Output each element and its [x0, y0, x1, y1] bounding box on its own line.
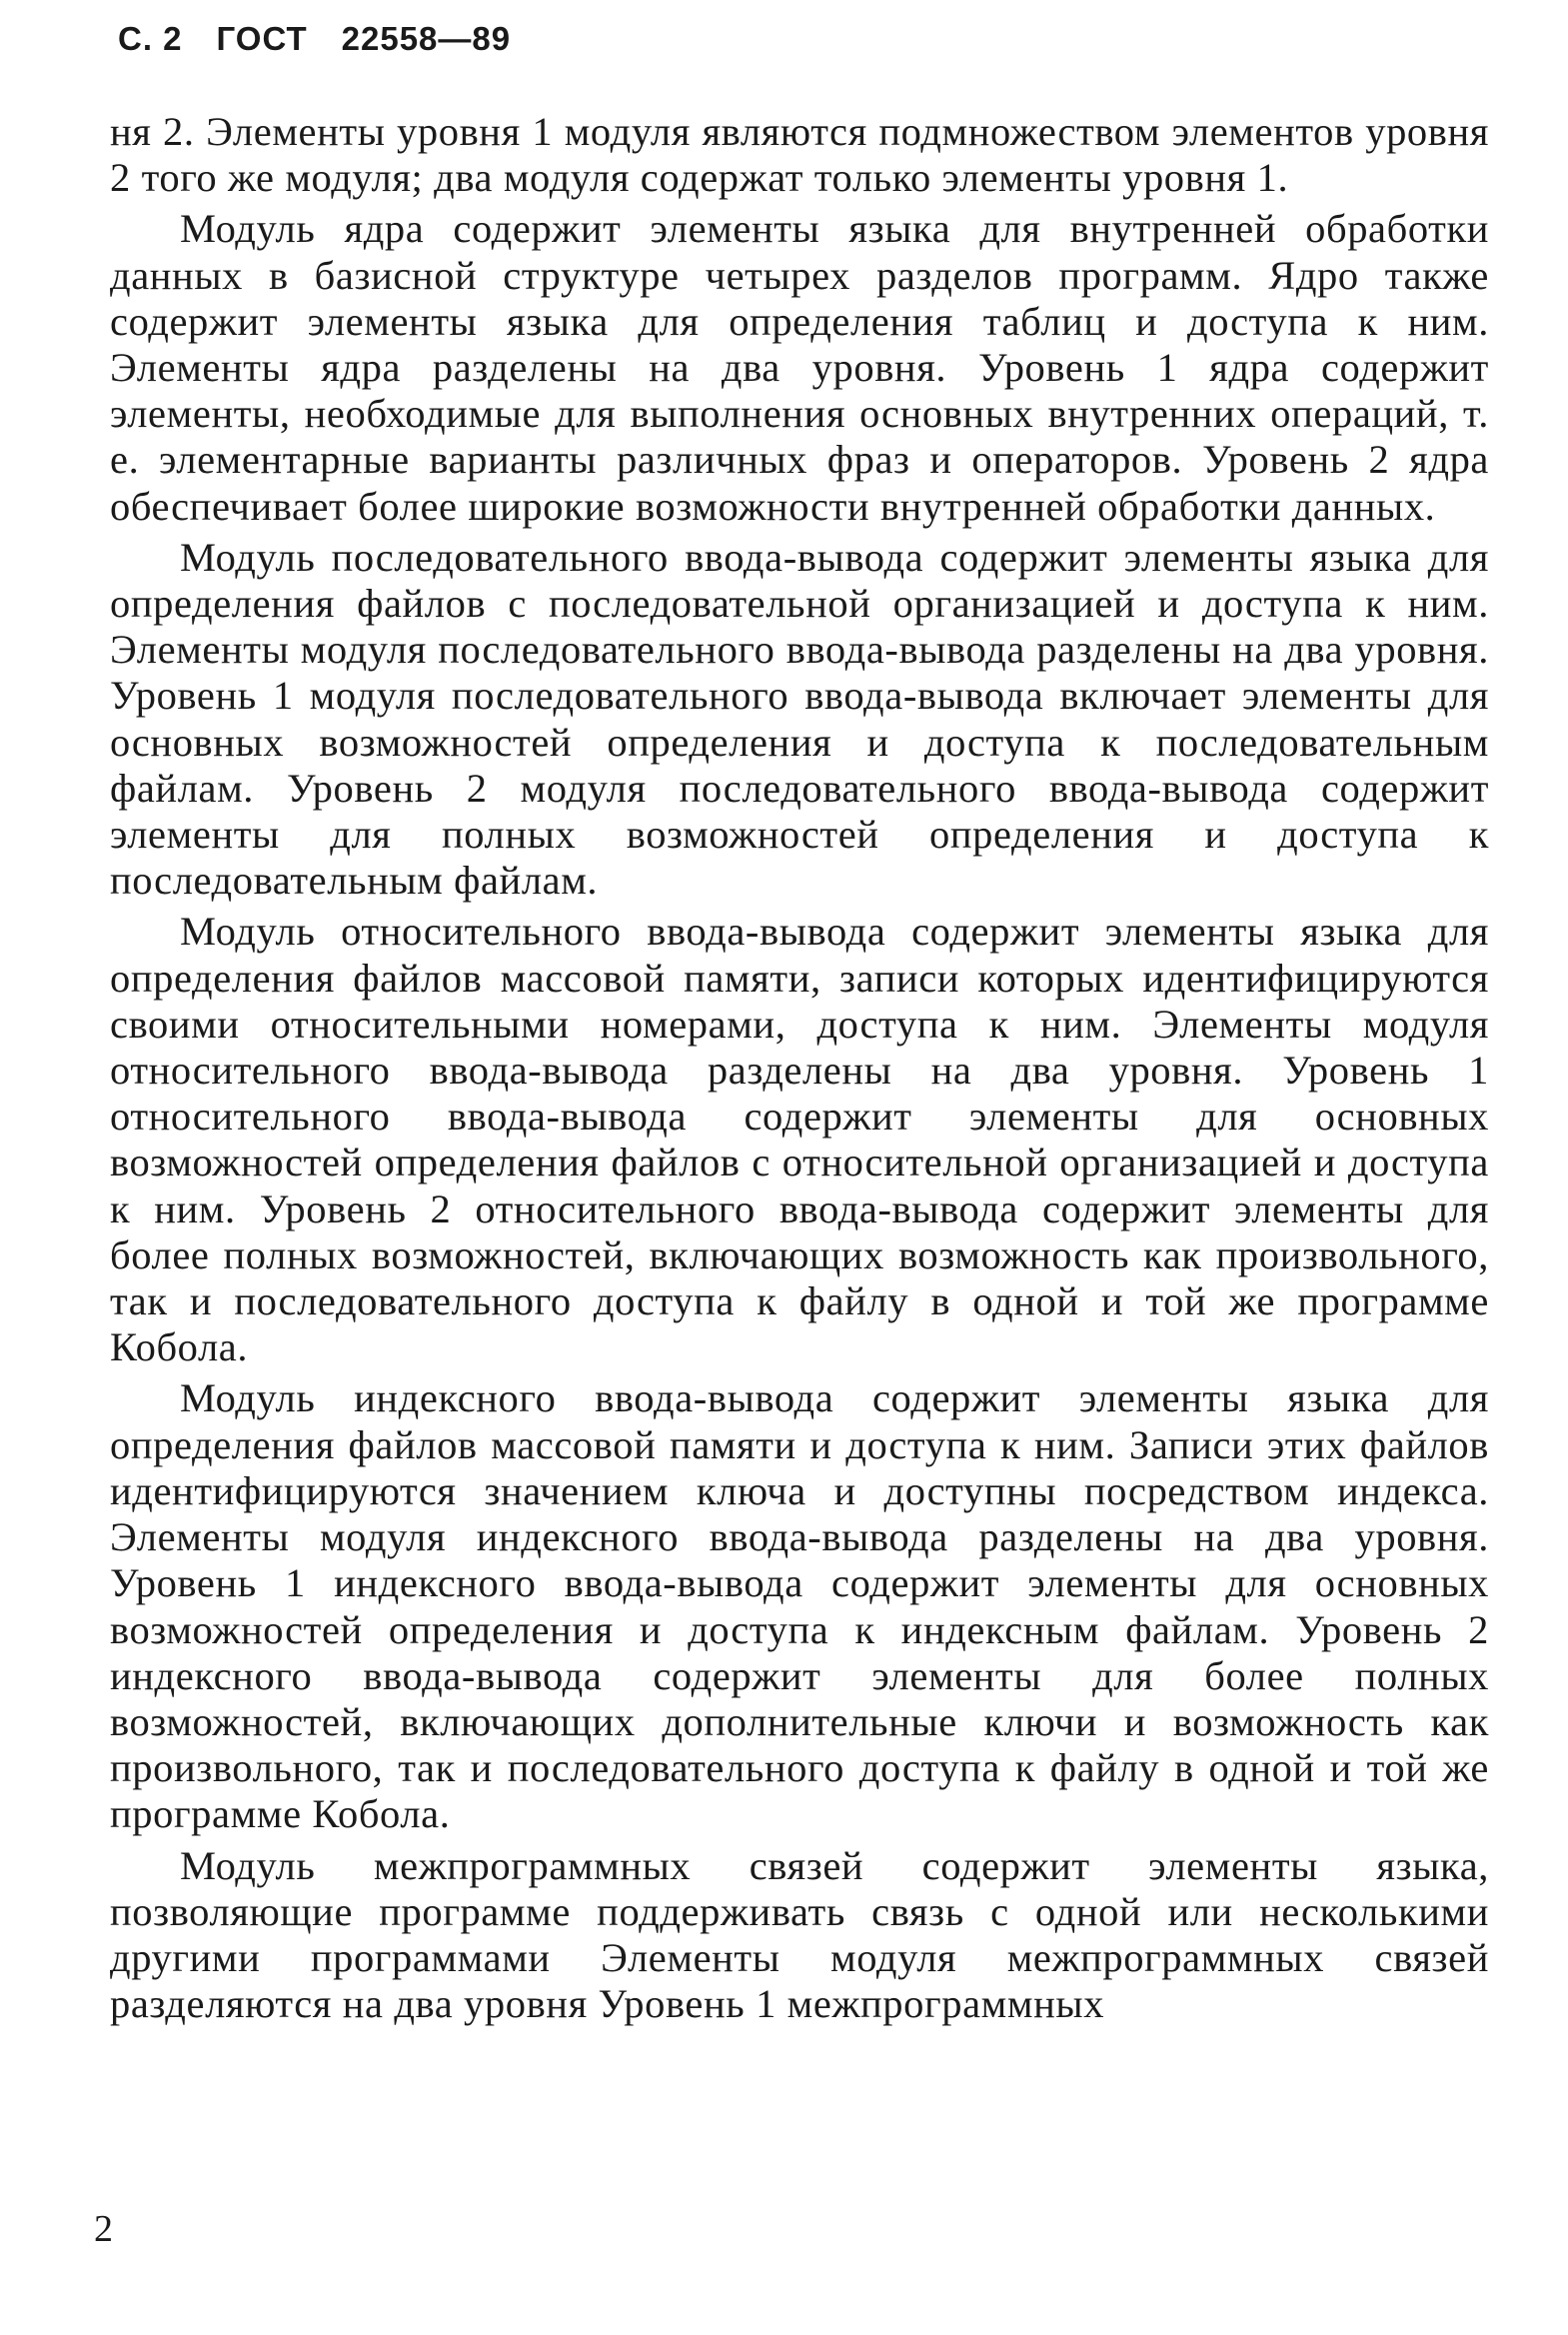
paragraph-core-module: Модуль ядра содержит элементы языка для внутренней обработки данных в базисной структуре четырех разделов программ. Ядро также содержит элементы языка для определения таблиц и доступа к ним. Элементы ядра разделены на два уровня. Уровень 1 ядра содержит элементы, необходимые для выполнения основных внутренних операций, т. е. элементарные варианты различных фраз и операторов. Уровень 2 ядра обеспечивает более широкие возможности внутренней обработки данных.: [110, 206, 1489, 529]
document-body: [110, 109, 1489, 2032]
standard-number: 22558—89: [341, 20, 512, 57]
page-header: [118, 20, 511, 58]
page-number: 2: [94, 2208, 113, 2250]
paragraph-relative-io-module: Модуль относительного ввода-вывода содержит элементы языка для определения файлов массовой памяти, записи которых идентифицируются своими относительными номерами, доступа к ним. Элементы модуля относительного ввода-вывода разделены на два уровня. Уровень 1 относительного ввода-вывода содержит элементы для основных возможностей определения файлов с относительной организацией и доступа к ним. Уровень 2 относительного ввода-вывода содержит элементы для более полных возможностей, включающих возможность как произвольного, так и последовательного доступа к файлу в одной и той же программе Кобола.: [110, 909, 1489, 1370]
paragraph-sequential-io-module: Модуль последовательного ввода-вывода содержит элементы языка для определения файлов с последовательной организацией и доступа к ним. Элементы модуля последовательного ввода-вывода разделены на два уровня. Уровень 1 модуля последовательного ввода-вывода включает элементы для основных возможностей определения и доступа к последовательным файлам. Уровень 2 модуля последовательного ввода-вывода содержит элементы для полных возможностей определения и доступа к последовательным файлам.: [110, 534, 1489, 904]
paragraph-continuation: ня 2. Элементы уровня 1 модуля являются подмножеством элементов уровня 2 того же модуля; два модуля содержат только элементы уровня 1.: [110, 109, 1489, 201]
standard-name: ГОСТ: [216, 20, 308, 57]
page-label: С. 2: [118, 20, 183, 57]
paragraph-interprogram-module: Модуль межпрограммных связей содержит элементы языка, позволяющие программе поддерживать связь с одной или несколькими другими программами Элементы модуля межпрограммных связей разделяются на два уровня Уровень 1 межпрограммных: [110, 1842, 1489, 2027]
paragraph-indexed-io-module: Модуль индексного ввода-вывода содержит элементы языка для определения файлов массовой памяти и доступа к ним. Записи этих файлов идентифицируются значением ключа и доступны посредством индекса. Элементы модуля индексного ввода-вывода разделены на два уровня. Уровень 1 индексного ввода-вывода содержит элементы для основных возможностей определения и доступа к индексным файлам. Уровень 2 индексного ввода-вывода содержит элементы для более полных возможностей, включающих дополнительные ключи и возможность как произвольного, так и последовательного доступа к файлу в одной и той же программе Кобола.: [110, 1375, 1489, 1837]
